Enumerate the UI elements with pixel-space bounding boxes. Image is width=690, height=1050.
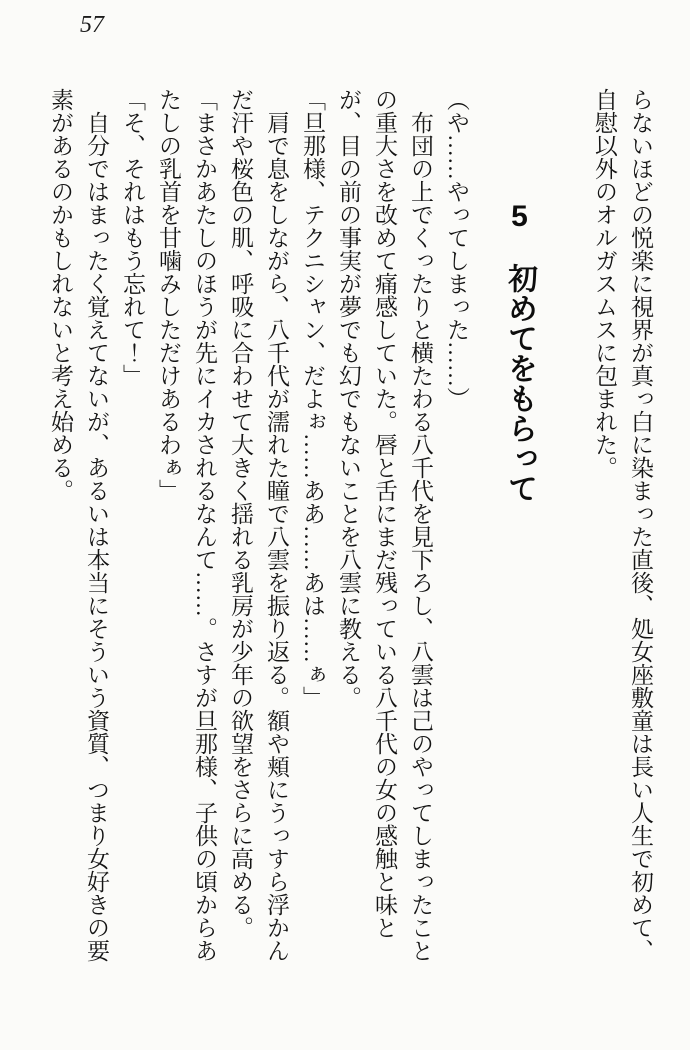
paragraph-dialogue-3: 「そ、それはもう忘れて！」 <box>120 88 145 387</box>
page-number: 57 <box>80 12 104 38</box>
paragraph-dialogue-1: 「旦那様、テクニシャン、だよぉ……ああ……あは……ぁ」 <box>300 88 325 709</box>
paragraph-narration-3: 自分ではまったく覚えてないが、あるいは本当にそういう資質、つまり女好きの要素があるのかもしれないと考え始める。 <box>48 88 109 962</box>
paragraph-inner-thought: （や……やってしまった……） <box>444 88 469 410</box>
paragraph-lead-continuation: らないほどの悦楽に視界が真っ白に染まった直後、処女座敷童は長い人生で初めて、自慰以外のオルガスムスに包まれた。 <box>592 88 653 962</box>
chapter-heading: 5 初めてをもらって <box>503 200 536 503</box>
paragraph-narration-1: 布団の上でくったりと横たわる八千代を見下ろし、八雲は己のやってしまったことの重大さを改めて痛感していた。唇と舌にまだ残っている八千代の女の感触と味とが、目の前の事実が夢でも幻でもないことを八雲に教える。 <box>336 88 433 962</box>
paragraph-dialogue-2: 「まさかあたしのほうが先にイカされるなんて……。さすが旦那様、子供の頃からあたしの乳首を甘噛みしただけあるわぁ」 <box>156 88 217 962</box>
vertical-text-area <box>36 88 658 964</box>
paragraph-narration-2: 肩で息をしながら、八千代が濡れた瞳で八雲を振り返る。額や頬にうっすら浮かんだ汗や桜色の肌、呼吸に合わせて大きく揺れる乳房が少年の欲望をさらに高める。 <box>228 88 289 962</box>
